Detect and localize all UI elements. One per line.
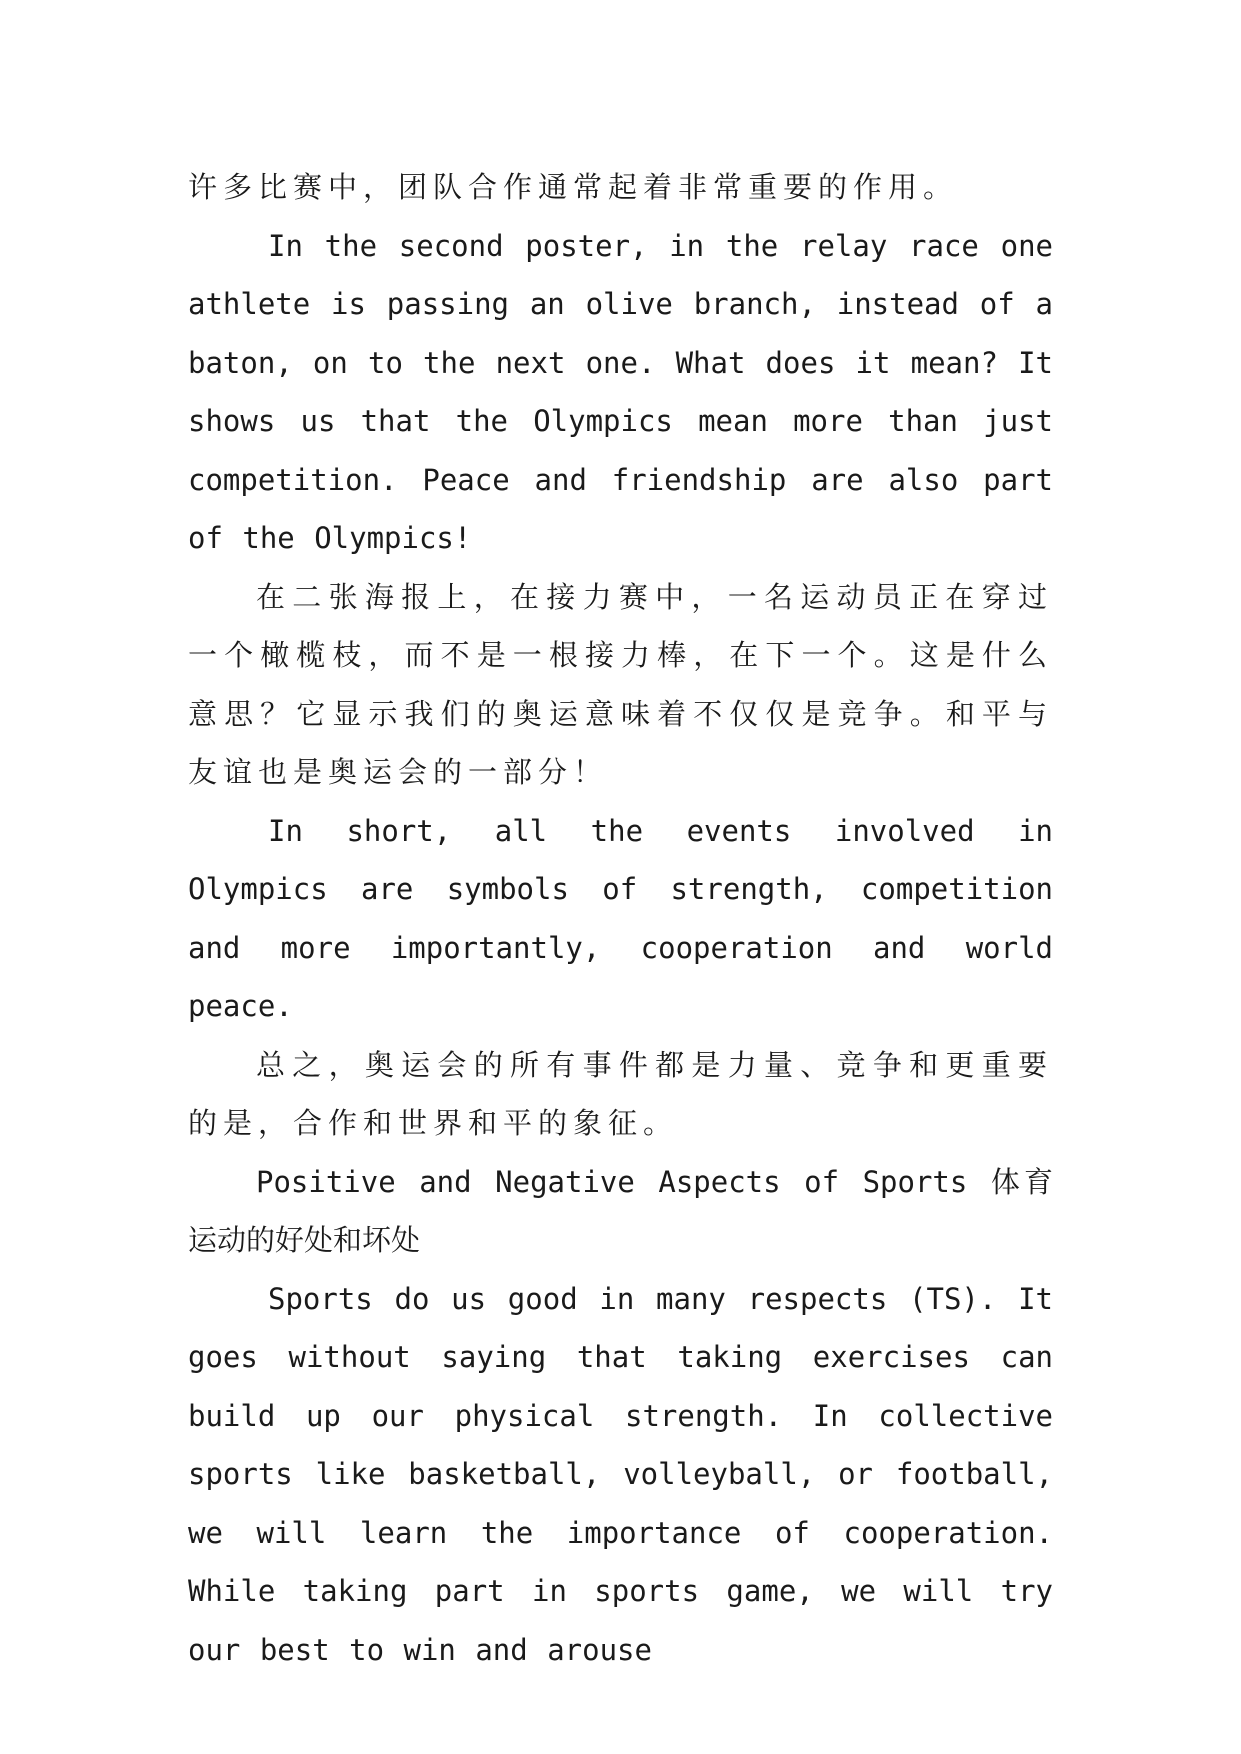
paragraph-second-poster-zh: 在二张海报上，在接力赛中，一名运动员正在穿过一个橄榄枝，而不是一根接力棒，在下一个。这是什么意思？它显示我们的奥运意味着不仅仅是竞争。和平与友谊也是奥运会的一部分！ [188, 579, 1053, 789]
document-page [188, 158, 1053, 1679]
paragraph-second-poster-en: In the second poster, in the relay race one athlete is passing an olive branch, instead of a baton, on to the next one. What does it mean? It shows us that the Olympics mean more than just competition. Peace and friendship are also part of the Olympics! [188, 228, 1053, 555]
section-heading-sports-aspects: Positive and Negative Aspects of Sports 体育运动的好处和坏处 [188, 1164, 1053, 1257]
paragraph-in-short-zh: 总之，奥运会的所有事件都是力量、竞争和更重要的是，合作和世界和平的象征。 [188, 1047, 1053, 1140]
paragraph-sports-benefits-en: Sports do us good in many respects (TS). It goes without saying that taking exercises can build up our physical strength. In collective sports like basketball, volleyball, or football, we will learn the importance of cooperation. While taking part in sports game, we will try our best to win and arouse [188, 1281, 1053, 1667]
paragraph-team-cooperation-zh: 许多比赛中，团队合作通常起着非常重要的作用。 [188, 170, 959, 204]
paragraph-in-short-en: In short, all the events involved in Olympics are symbols of strength, competition and more importantly, cooperation and world peace. [188, 813, 1053, 1023]
